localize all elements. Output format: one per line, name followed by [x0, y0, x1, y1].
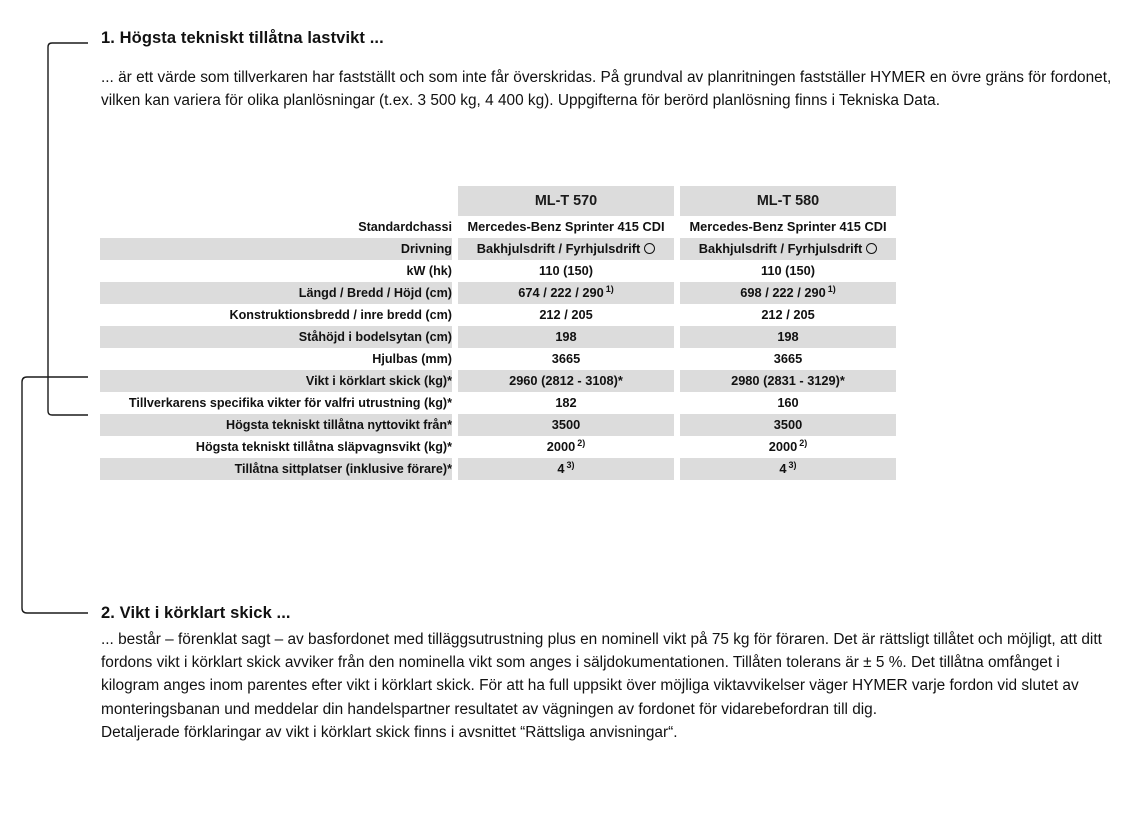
table-cell-mlt580	[680, 282, 896, 304]
bracket-outer-path	[22, 377, 88, 613]
table-cell-mlt580	[680, 326, 896, 348]
option-circle-icon	[866, 243, 877, 254]
table-row-label: Ståhöjd i bodelsytan (cm)	[100, 326, 452, 348]
table-row	[100, 304, 896, 326]
table-row	[100, 216, 896, 238]
section-2-heading: 2. Vikt i körklart skick ...	[101, 604, 291, 622]
table-cell-mlt580	[680, 348, 896, 370]
table-cell-text: 110 (150)	[760, 263, 816, 278]
table-row-label: Konstruktionsbredd / inre bredd (cm)	[229, 308, 452, 322]
table-cell-text: Bakhjulsdrift / Fyrhjulsdrift	[698, 241, 863, 256]
table-corner-cell	[100, 186, 452, 216]
section-1-paragraph: ... är ett värde som tillverkaren har fastställt och som inte får överskridas. På grundval av planritningen fastställer HYMER en övre gräns för fordonet, vilken kan variera för olika planlösningar (t.ex. 3 500 kg, 4 400 kg). Uppgifterna för berörd planlösning finns i Tekniska Data.	[101, 68, 1112, 110]
table-row-label: Högsta tekniskt tillåtna släpvagnsvikt (kg)*	[195, 440, 452, 454]
table-row-label: Tillverkarens specifika vikter för valfri utrustning (kg)*	[128, 396, 452, 410]
table-row-label: Standardchassi	[358, 220, 452, 234]
table-cell-text: 2960 (2812 - 3108)*	[509, 373, 623, 388]
section-2	[101, 603, 1123, 745]
table-cell-text: Mercedes-Benz Sprinter 415 CDI	[689, 219, 887, 234]
table-cell-mlt580	[680, 392, 896, 414]
table-cell-text: 110 (150)	[538, 263, 594, 278]
table-cell-mlt570	[458, 326, 674, 348]
table-cell-text: 198	[555, 329, 577, 344]
table-row-label: Vikt i körklart skick (kg)*	[100, 370, 452, 392]
table-cell-mlt570	[458, 304, 674, 326]
table-cell-mlt570	[458, 436, 674, 458]
specification-table	[100, 186, 896, 480]
table-header-mlt580: ML-T 580	[680, 186, 896, 216]
table-row-label: Drivning	[100, 238, 452, 260]
footnote-marker: 2)	[799, 437, 808, 448]
footnote-marker: 2)	[577, 437, 586, 448]
table-cell-mlt580	[680, 370, 896, 392]
table-cell-text: Bakhjulsdrift / Fyrhjulsdrift	[476, 241, 641, 256]
footnote-marker: 3)	[566, 459, 575, 470]
table-cell-mlt570	[458, 216, 674, 238]
table-row	[100, 260, 896, 282]
section-2-paragraph-2: Detaljerade förklaringar av vikt i körklart skick finns i avsnittet “Rättsliga anvisningar“.	[101, 724, 678, 742]
table-cell-text: 4	[557, 461, 565, 476]
table-cell-text: 212 / 205	[539, 307, 593, 322]
table-row-label: Tillåtna sittplatser (inklusive förare)*	[100, 458, 452, 480]
table-body	[100, 216, 896, 480]
table-cell-mlt580	[680, 304, 896, 326]
table-cell-text: 4	[779, 461, 787, 476]
table-cell-mlt580	[680, 216, 896, 238]
table-cell-mlt580	[680, 238, 896, 260]
table-cell-text: 2000	[546, 439, 576, 454]
table-row	[100, 370, 896, 392]
table-cell-text: 182	[555, 395, 577, 410]
option-circle-icon	[644, 243, 655, 254]
table-row	[100, 414, 896, 436]
table-row	[100, 282, 896, 304]
table-cell-text: 3665	[551, 351, 581, 366]
table-cell-text: 198	[777, 329, 799, 344]
table-cell-text: 3665	[773, 351, 803, 366]
table-row	[100, 392, 896, 414]
table-cell-mlt570	[458, 392, 674, 414]
section-2-paragraph: ... består – förenklat sagt – av basfordonet med tilläggsutrustning plus en nominell vikt på 75 kg för föraren. Det är rättsligt tillåtet och möjligt, att ditt fordons vikt i körklart skick avviker från den nominella vikt som anges i säljdokumentationen. Tillåten tolerans är ± 5 %. Det tillåtna omfånget i kilogram anges inom parentes efter vikt i körklart skick. För att ha full uppsikt över möjliga viktavvikelser väger HYMER varje fordon vid slutet av monteringsbanan und meddelar din handelspartner resultatet av vägningen av fordonet för vidarebefordran till dig.	[101, 630, 1102, 718]
footnote-marker: 1)	[605, 283, 614, 294]
table-cell-text: Mercedes-Benz Sprinter 415 CDI	[467, 219, 665, 234]
table-header-mlt570: ML-T 570	[458, 186, 674, 216]
table-cell-mlt570	[458, 348, 674, 370]
table-cell-mlt580	[680, 436, 896, 458]
table-cell-mlt570	[458, 414, 674, 436]
table-row	[100, 238, 896, 260]
table-row	[100, 436, 896, 458]
table-cell-text: 212 / 205	[761, 307, 815, 322]
table-cell-text: 698 / 222 / 290	[740, 285, 826, 300]
table-header-row	[100, 186, 896, 216]
table-cell-text: 2980 (2831 - 3129)*	[731, 373, 845, 388]
table-cell-text: 3500	[551, 417, 581, 432]
table-cell-text: 674 / 222 / 290	[518, 285, 604, 300]
table-cell-mlt580	[680, 458, 896, 480]
table-row	[100, 458, 896, 480]
table-cell-text: 160	[777, 395, 799, 410]
table-row	[100, 348, 896, 370]
table-cell-mlt580	[680, 260, 896, 282]
table-cell-mlt570	[458, 260, 674, 282]
table-row-label: kW (hk)	[406, 264, 452, 278]
table-cell-text: 3500	[773, 417, 803, 432]
table-cell-mlt570	[458, 238, 674, 260]
bracket-inner-path	[48, 43, 88, 415]
table-cell-mlt580	[680, 414, 896, 436]
section-1	[101, 28, 1121, 112]
section-1-heading: 1. Högsta tekniskt tillåtna lastvikt ...	[101, 29, 384, 47]
footnote-marker: 1)	[827, 283, 836, 294]
table-cell-mlt570	[458, 458, 674, 480]
table-row-label: Högsta tekniskt tillåtna nyttovikt från*	[100, 414, 452, 436]
table-cell-text: 2000	[768, 439, 798, 454]
table-cell-mlt570	[458, 370, 674, 392]
table-row	[100, 326, 896, 348]
footnote-marker: 3)	[788, 459, 797, 470]
table-cell-mlt570	[458, 282, 674, 304]
table-row-label: Längd / Bredd / Höjd (cm)	[100, 282, 452, 304]
table-row-label: Hjulbas (mm)	[372, 352, 452, 366]
